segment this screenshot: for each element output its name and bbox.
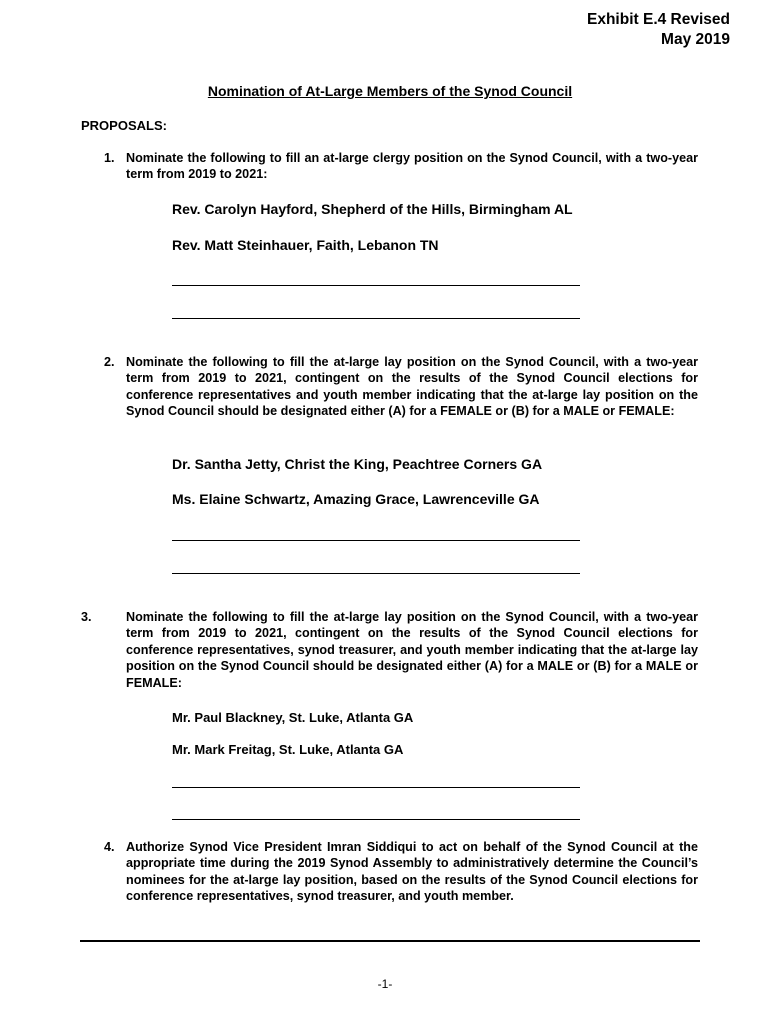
- proposal-number: 2.: [104, 355, 115, 369]
- proposal-number: 4.: [104, 840, 115, 854]
- blank-line: [172, 787, 580, 788]
- proposal-number: 1.: [104, 151, 115, 165]
- document-title: Nomination of At-Large Members of the Synod Council: [207, 83, 573, 99]
- nominee-3-2: Mr. Mark Freitag, St. Luke, Atlanta GA: [172, 742, 404, 757]
- blank-line: [172, 285, 580, 286]
- exhibit-header: [587, 10, 730, 50]
- nominee-1-2: Rev. Matt Steinhauer, Faith, Lebanon TN: [172, 237, 439, 253]
- exhibit-date: May 2019: [661, 31, 730, 48]
- proposal-text: Nominate the following to fill the at-large lay position on the Synod Council, with a two-year term from 2019 to 2021, contingent on the results of the Synod Council elections for conference representatives and youth member indicating that the at-large lay position on the Synod Council should be designated either (A) for a FEMALE or (B) for a MALE or FEMALE:: [126, 355, 698, 419]
- blank-line: [172, 318, 580, 319]
- footer-divider: [80, 940, 700, 942]
- proposals-label: PROPOSALS:: [81, 118, 167, 133]
- exhibit-label: Exhibit E.4 Revised: [587, 11, 730, 28]
- nominee-2-2: Ms. Elaine Schwartz, Amazing Grace, Lawrenceville GA: [172, 491, 540, 507]
- blank-line: [172, 540, 580, 541]
- nominee-2-1: Dr. Santha Jetty, Christ the King, Peachtree Corners GA: [172, 456, 543, 472]
- blank-line: [172, 819, 580, 820]
- proposal-text: Nominate the following to fill the at-large lay position on the Synod Council, with a two-year term from 2019 to 2021, contingent on the results of the Synod Council elections for conference representatives, synod treasurer, and youth member indicating that the at-large lay position on the Synod Council should be designated either (A) for a MALE or (B) for a MALE or FEMALE:: [126, 610, 698, 690]
- proposal-text: Nominate the following to fill an at-large clergy position on the Synod Council, with a two-year term from 2019 to 2021:: [126, 151, 698, 182]
- nominee-3-1: Mr. Paul Blackney, St. Luke, Atlanta GA: [172, 710, 414, 725]
- nominee-1-1: Rev. Carolyn Hayford, Shepherd of the Hills, Birmingham AL: [172, 201, 573, 217]
- page-number: -1-: [377, 977, 393, 991]
- proposal-number: 3.: [81, 610, 92, 624]
- proposal-text: Authorize Synod Vice President Imran Siddiqui to act on behalf of the Synod Council at the appropriate time during the 2019 Synod Assembly to administratively determine the Council’s nominees for the at-large lay position, based on the results of the Synod Council elections for conference representatives, synod treasurer, and youth member.: [126, 840, 698, 904]
- blank-line: [172, 573, 580, 574]
